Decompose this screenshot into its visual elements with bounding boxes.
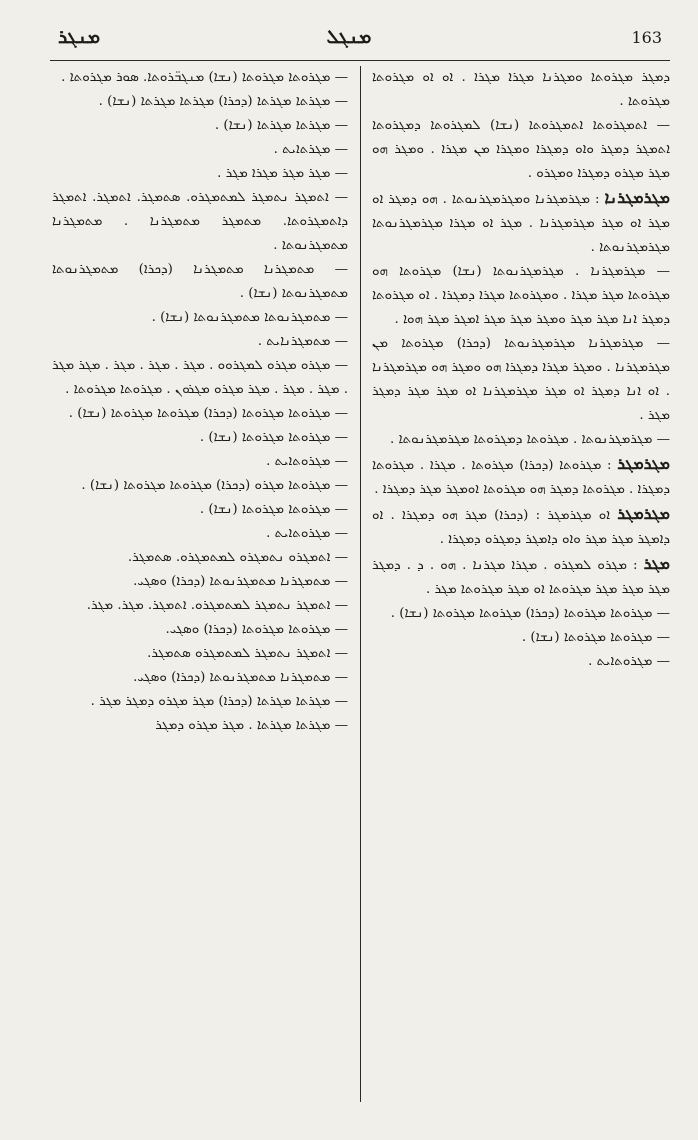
entry (372, 332, 670, 428)
entry: — ܐܬܡܓܪ ܢܬܡܓܪ ܠܡܬܡܓܪܘ. ܣܬܡܓܪ. ܐܬܡܓܪ. ܐܬܡܓܪ ܕܐܬܡܓܪܘܬܐ. ܡܬܡܓܪ ܡܬܡܓܪܢܐ . ܡܬܡܓܪܢܐ ܡܬܡܓܪܢܘܬܐ . (52, 190, 348, 253)
entry-text: — ܡܓܪܘܬܐ ܡܓܪܘܬܐ (ܢܫܐ) . (521, 630, 670, 645)
entry (372, 114, 670, 186)
page-number: 163 (631, 28, 662, 47)
entry (372, 66, 670, 114)
entry: — ܡܓܪܘ ܡܓܪܘ ܠܡܓܪܘܘ . ܡܓܪ . ܡܓܪ . ܡܓܪ . ܡܓܪ ܡܓܪ . ܡܓܪ . ܡܓܪ . ܡܓܪ ܡܓܪܘ ܡܓܪܘܢ . ܡܓܪܘܬܐ ܡܓܪܘܬܐ . (52, 358, 348, 397)
entry: — ܡܓܪܘܬܐ ܡܓܪܘܬܐ (ܕܟܪܐ) ܡܓܪܘܬܐ ܡܓܪܘܬܐ (ܢܫܐ) . (68, 406, 348, 421)
entry: — ܡܬܡܓܪܢܐ ܡܬܡܓܪܢܘܬܐ (ܕܟܪܐ) ܘܣܓܝ. (133, 670, 348, 685)
entry: — ܡܓܪܬܐ ܡܓܪܬܐ (ܢܫܐ) . (214, 118, 348, 133)
entry: — ܡܓܪܘܬܐܝܬ . (266, 526, 348, 541)
entry-text: — ܡܓܪܡܓܪܢܐ . ܡܓܪܡܓܪܢܘܬܐ (ܢܫܐ) ܡܓܪܘܬܐ ܗܘ ܡܓܪܘܬܐ ܡܓܪ ܡܓܪܐ . ܘܡܓܪܘܬܐ ܡܓܪܐ ܕܡܓܪܐ . ܐܘ ܡܓܪܘܬܐ ܕܡܓܪ ܐܢܐ ܡܓܪ ܡܓܪ ܘܡܓܪ ܡܓܪ ܡܓܪ ܐܡܓܪ ܡܓܪ ܗܘܐ . (372, 264, 670, 327)
entry (372, 502, 670, 552)
entry-text: — ܡܓܪܡܓܪܢܐ ܡܓܪܡܓܪܢܘܬܐ (ܕܟܪܐ) ܡܓܪܘܬܐ ܡܢ ܡܓܪܡܓܪܢܐ . ܘܡܓܪ ܡܓܪܐ ܕܡܓܪܐ ܗܘ ܘܡܓܪ ܗܘ ܡܓܪܡܓܪܢܐ . ܐܘ ܐܢܐ ܕܡܓܪ ܐܘ ܡܓܪ ܡܓܪܡܓܪܢܐ ܐܘ ܡܓܪ ܡܓܪ ܕܡܓܪ ܡܓܪ . (372, 336, 670, 423)
headword: ܡܓܪ (643, 554, 670, 573)
entry: — ܡܓܪܘܬܐ ܡܓܪܘܬܐ (ܢܫܐ) ܡܢܓܒ̈ܪܘܬܐ. ܣܘܪ ܡܓܪܘܬܐ . (61, 70, 348, 85)
entry (372, 186, 670, 260)
left-column (52, 66, 348, 738)
entry: — ܡܓܪܬܐ ܡܓܪܬܐ . ܡܓܪ ܡܓܪܘ ܕܡܓܪ (155, 718, 348, 733)
entry (372, 626, 670, 650)
entry-text: : ܡܓܪܘ ܠܡܓܪܘ . ܡܓܪܐ ܡܓܪܢܐ . ܗܘ . ܕ . ܕܡܓܪ ܡܓܪ ܡܓܪ ܡܓܪ ܡܓܪܘܬܐ ܐܘ ܡܓܪ ܡܓܪܘܬܐ ܡܓܪ . (372, 558, 670, 597)
running-head-left: ܡܢܓܪ (58, 26, 101, 48)
entry: — ܐܬܡܓܪ ܢܬܡܓܪ ܠܡܬܡܓܪܘ. ܐܬܡܓܪ. ܡܓܪ. ܡܓܪ. (86, 598, 348, 613)
entry-text: : ܡܓܪܡܓܪܢܐ ܘܡܓܪܡܓܪܢܘܬܐ . ܗܘ ܕܡܓܪ ܐܘ ܡܓܪ ܐܘ ܡܓܪ ܡܓܪܡܓܪܢܐ . ܡܓܪ ܐܘ ܡܓܪܐ ܡܓܪܡܓܪܢܘܬܐ ܡܓܪܡܓܪܢܘܬܐ . (372, 192, 670, 255)
entry (372, 260, 670, 332)
entry: — ܡܬܡܓܪܢܐ ܡܬܡܓܪܢܐ (ܕܟܪܐ) ܡܬܡܓܪܢܘܬܐ ܡܬܡܓܪܢܘܬܐ (ܢܫܐ) . (52, 262, 348, 301)
header-rule (50, 60, 670, 61)
entry: — ܡܬܡܓܪܢܐܝܬ . (257, 334, 348, 349)
entry (372, 602, 670, 626)
entry-text: ܐܘ ܡܓܪܡܓܪ : (ܕܟܪܐ) ܡܓܪ ܗܘ ܕܡܓܪܐ . ܐܘ ܕܐܡܓܪ ܡܓܪ ܡܓܪ ܘܐܘ ܕܐܡܓܪ ܕܡܓܪܘ ܕܡܓܪܐ . (372, 508, 670, 547)
column-divider (360, 66, 361, 1102)
headword: ܡܓܪܡܓܪܢܐ (604, 188, 670, 207)
entry: — ܡܓܪܘܬܐ ܡܓܪܘܬܐ (ܢܫܐ) . (199, 430, 348, 445)
entry: — ܡܓܪܬܐ ܡܓܪܬܐ (ܕܟܪܐ) ܡܓܪ ܡܓܪܘ ܕܡܓܪ ܡܓܪ . (90, 694, 348, 709)
entry: — ܡܓܪܬܐܝܬ . (273, 142, 348, 157)
entry: — ܡܓܪܬܐ ܡܓܪܬܐ (ܕܟܪܐ) ܡܓܪܬܐ ܡܓܪܬܐ (ܢܫܐ) . (98, 94, 348, 109)
entry-text: — ܡܓܪܘܬܐ ܡܓܪܘܬܐ (ܕܟܪܐ) ܡܓܪܘܬܐ ܡܓܪܘܬܐ (ܢܫܐ) . (390, 606, 670, 621)
entry: — ܡܬܡܓܪܢܐ ܡܬܡܓܪܢܘܬܐ (ܕܟܪܐ) ܘܣܓܝ. (133, 574, 348, 589)
entry-text: : ܡܓܪܘܬܐ (ܕܟܪܐ) ܡܓܪܘܬܐ . ܡܓܪܐ . ܡܓܪܘܬܐ ܕܡܓܪܐ . ܡܓܪܘܬܐ ܕܡܓܪ ܗܘ ܡܓܪܘܬܐ ܐܘܡܓܪ ܡܓܪ ܕܡܓܪܐ . (372, 458, 670, 497)
running-head-center: ܡܢܓܠ (326, 26, 372, 48)
headword: ܡܓܪܡܓܪ (617, 454, 670, 473)
entry: — ܐܬܡܓܪ ܢܬܡܓܪ ܠܡܬܡܓܪܘ ܣܬܡܓܪ. (147, 646, 348, 661)
entry-text: — ܡܓܪܘܬܐܝܬ . (588, 654, 670, 669)
entry-text: — ܐܬܡܓܪܘܬܐ ܐܬܡܓܪܘܬܐ (ܢܫܐ) ܠܡܓܪܘܬܐ ܕܡܓܪܘܬܐ ܐܬܡܓܪ ܕܡܓܪ ܘܐܘ ܕܡܓܪܐ ܘܡܓܪܐ ܡܢ ܡܓܪܐ . ܘܡܓܪ ܗܘ ܡܓܪ ܡܓܪܘ ܕܡܓܪܐ ܘܡܓܪܘ . (372, 118, 670, 181)
entry: — ܡܓܪܘܬܐ ܡܓܪܘܬܐ (ܕܟܪܐ) ܘܣܓܝ. (165, 622, 348, 637)
entry (372, 552, 670, 602)
entry (372, 452, 670, 502)
entry (372, 428, 670, 452)
entry: — ܡܓܪܘܬܐܝܬ . (266, 454, 348, 469)
entry: — ܡܓܪܘܬܐ ܡܓܪܘܬܐ (ܢܫܐ) . (199, 502, 348, 517)
entry: — ܡܬܡܓܪܢܘܬܐ ܡܬܡܓܪܢܘܬܐ (ܢܫܐ) . (151, 310, 348, 325)
page-header (0, 26, 698, 56)
entry: — ܡܓܪ ܡܓܪ ܡܓܪܐ ܡܓܪ . (217, 166, 348, 181)
entry (372, 650, 670, 674)
entry: — ܐܬܡܓܪܘ ܢܬܡܓܪܘ ܠܡܬܡܓܪܘ. ܣܬܡܓܪ. (127, 550, 348, 565)
entry-text: — ܡܓܪܡܓܪܢܘܬܐ . ܡܓܪܘܬܐ ܕܡܓܪܘܬܐ ܡܓܪܡܓܪܢܘܬܐ . (390, 432, 670, 447)
headword: ܡܓܪܡܓܪ (617, 504, 670, 523)
right-column (372, 66, 670, 674)
entry: — ܡܓܪܘܬܐ ܡܓܪܘ (ܕܟܪܐ) ܡܓܪܘܬܐ ܡܓܪܘܬܐ (ܢܫܐ) . (81, 478, 348, 493)
entry-text: ܕܡܓܪ ܡܓܪܘܬܐ ܘܡܓܪܢܐ ܡܓܪܐ ܡܓܪܐ . ܐܘ ܐܘ ܡܓܪܘܬܐ ܡܓܪܘܬܐ . (372, 70, 670, 109)
